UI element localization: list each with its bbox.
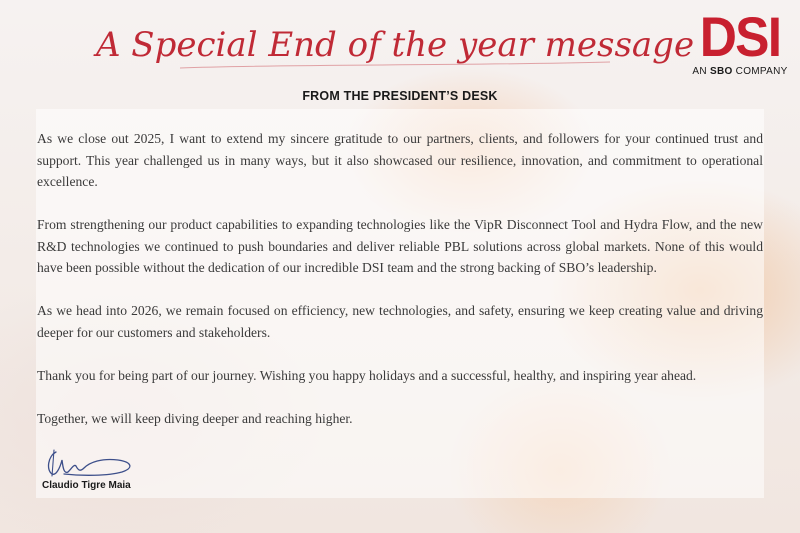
letter-paragraph: Together, we will keep diving deeper and reaching higher. <box>37 410 353 426</box>
headline-script <box>95 8 695 80</box>
letter-paragraph: As we head into 2026, we remain focused on efficiency, new technologies, and safety, ensuring we keep creating value and driving deeper for our customers and stakeholders. <box>37 303 763 340</box>
company-logo <box>688 5 792 82</box>
letter-body <box>37 128 763 429</box>
logo-tagline-prefix: AN <box>692 66 707 77</box>
signature <box>42 446 138 480</box>
logo-tagline-brand: SBO <box>710 66 733 77</box>
letter-paragraph: Thank you for being part of our journey. Wishing you happy holidays and a successful, healthy, and inspiring year ahead. <box>37 367 697 383</box>
signature-drawing <box>42 446 138 480</box>
letter-paragraph: As we close out 2025, I want to extend my sincere gratitude to our partners, clients, and followers for your continued trust and support. This year challenged us in many ways, but it also showcased our resilience, innovation, and commitment to operational excellence. <box>37 131 763 189</box>
letter-paragraph: From strengthening our product capabilities to expanding technologies like the VipR Disconnect Tool and Hydra Flow, and the new R&D technologies we continued to push boundaries and deliver reliable PBL solutions across global markets. None of this would have been possible without the dedication of our incredible DSI team and the strong backing of SBO’s leadership. <box>37 217 763 275</box>
logo-mark: DSI <box>699 5 781 68</box>
section-title: FROM THE PRESIDENT’S DESK <box>302 89 498 103</box>
headline-text: A Special End of the year message <box>95 25 695 65</box>
signer-name: Claudio Tigre Maia <box>42 480 131 491</box>
logo-tagline-suffix: COMPANY <box>735 66 788 77</box>
headline <box>95 8 695 80</box>
